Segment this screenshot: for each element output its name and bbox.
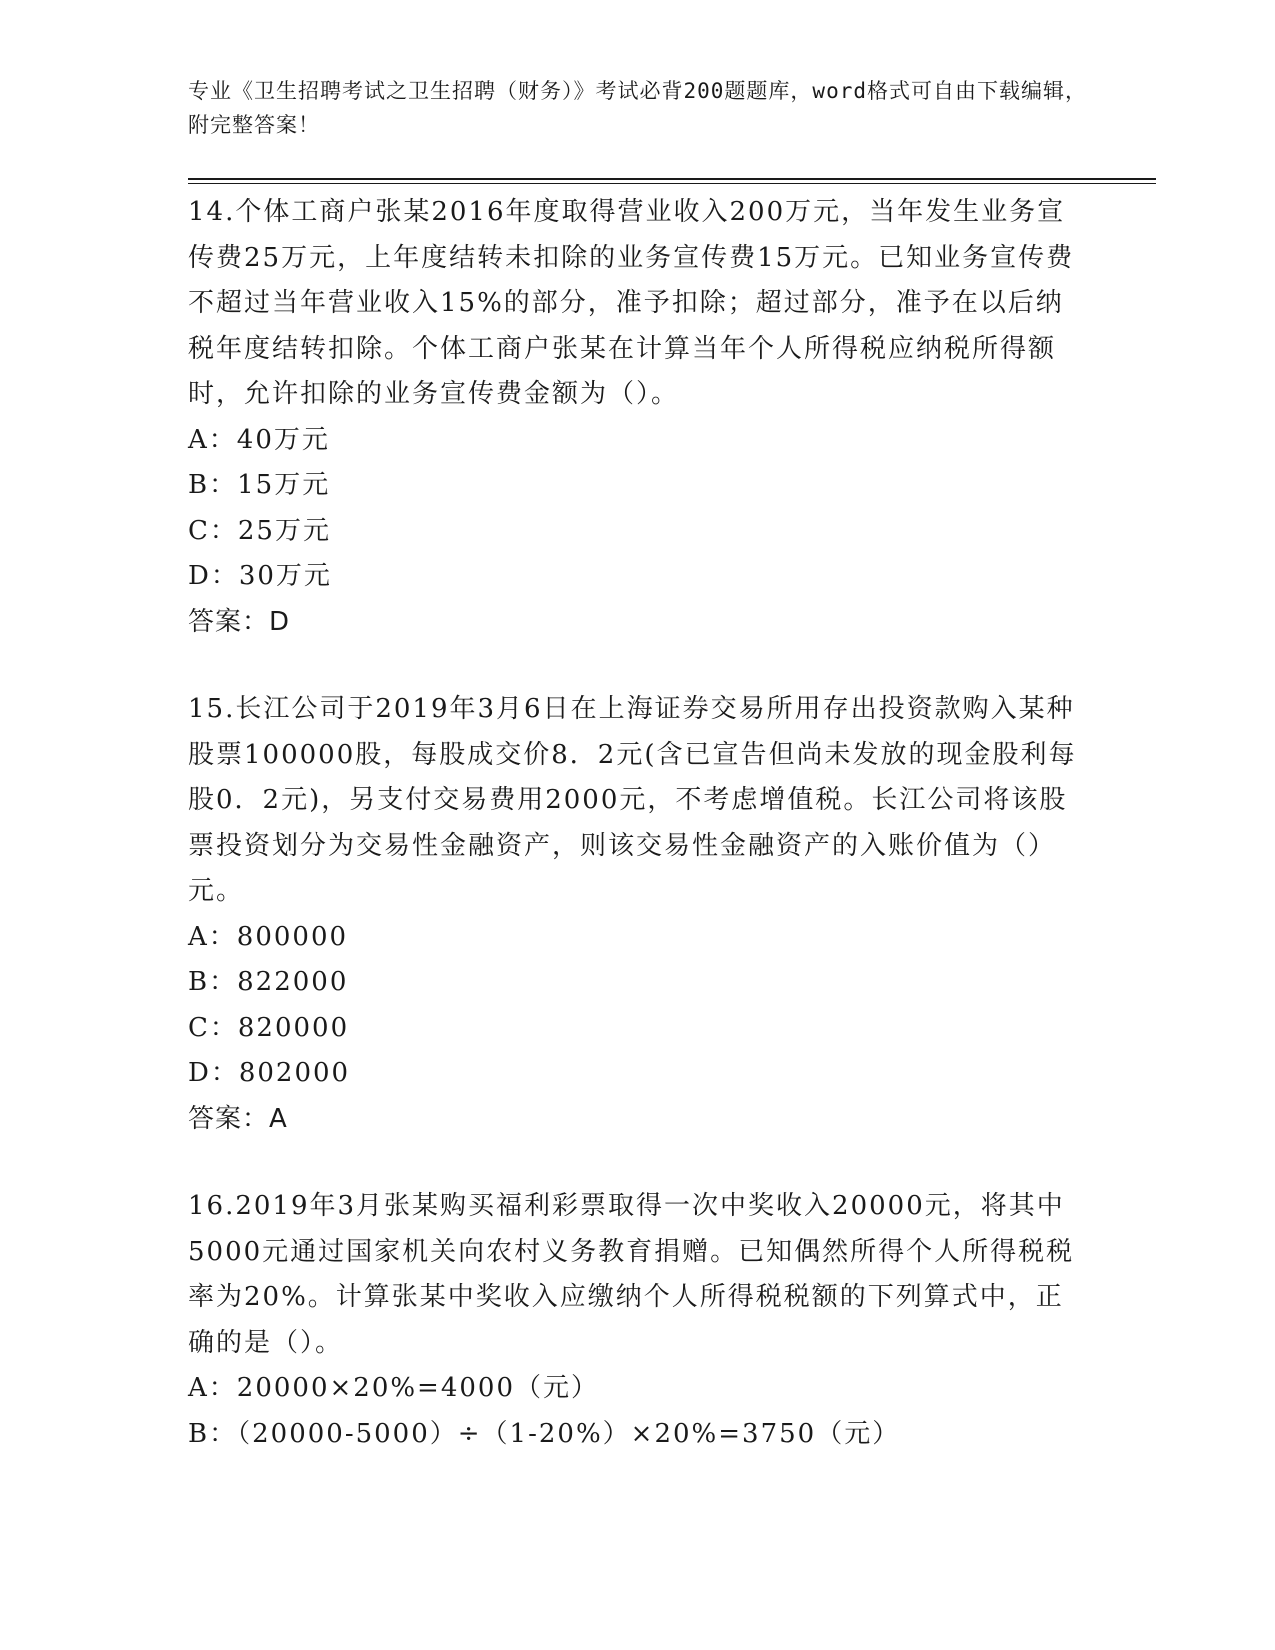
option-a: A：800000 [188, 921, 349, 952]
question-stem: 16.2019年3月张某购买福利彩票取得一次中奖收入20000元，将其中5000元通过国家机关向农村义务教育捐赠。已知偶然所得个人所得税税率为20%。计算张某中奖收入应缴纳个人所得税税额的下列算式中，正确的是（）。 [188, 1191, 1075, 1358]
header-divider-thick [188, 178, 1156, 180]
option-b: B：15万元 [188, 470, 331, 500]
option-a: A：40万元 [188, 424, 330, 455]
question-14 [188, 190, 1088, 645]
answer-line: 答案：A [188, 1103, 288, 1134]
question-16 [188, 1184, 1088, 1457]
question-stem: 15.长江公司于2019年3月6日在上海证券交易所用存出投资款购入某种股票100000股，每股成交价8．2元(含已宣告但尚未发放的现金股利每股0．2元)，另支付交易费用2000元，不考虑增值税。长江公司将该股票投资划分为交易性金融资产，则该交易性金融资产的入账价值为（）元。 [188, 694, 1077, 906]
document-header: 专业《卫生招聘考试之卫生招聘（财务）》考试必背200题题库，word格式可自由下载编辑，附完整答案！ [188, 79, 1087, 137]
option-a: A：20000×20%=4000（元） [188, 1373, 600, 1403]
answer-line: 答案：D [188, 606, 291, 637]
header-divider-thin [188, 183, 1156, 184]
option-c: C：25万元 [188, 515, 331, 546]
question-list [188, 190, 1088, 1457]
question-15 [188, 687, 1088, 1142]
option-d: D：30万元 [188, 561, 332, 591]
option-d: D：802000 [188, 1058, 351, 1088]
option-b: B：822000 [188, 967, 349, 997]
option-b: B：（20000-5000）÷（1-20%）×20%=3750（元） [188, 1418, 901, 1449]
question-stem: 14.个体工商户张某2016年度取得营业收入200万元，当年发生业务宣传费25万元，上年度结转未扣除的业务宣传费15万元。已知业务宣传费不超过当年营业收入15%的部分，准予扣除；超过部分，准予在以后纳税年度结转扣除。个体工商户张某在计算当年个人所得税应纳税所得额时，允许扣除的业务宣传费金额为（）。 [188, 197, 1075, 409]
option-c: C：820000 [188, 1012, 350, 1043]
